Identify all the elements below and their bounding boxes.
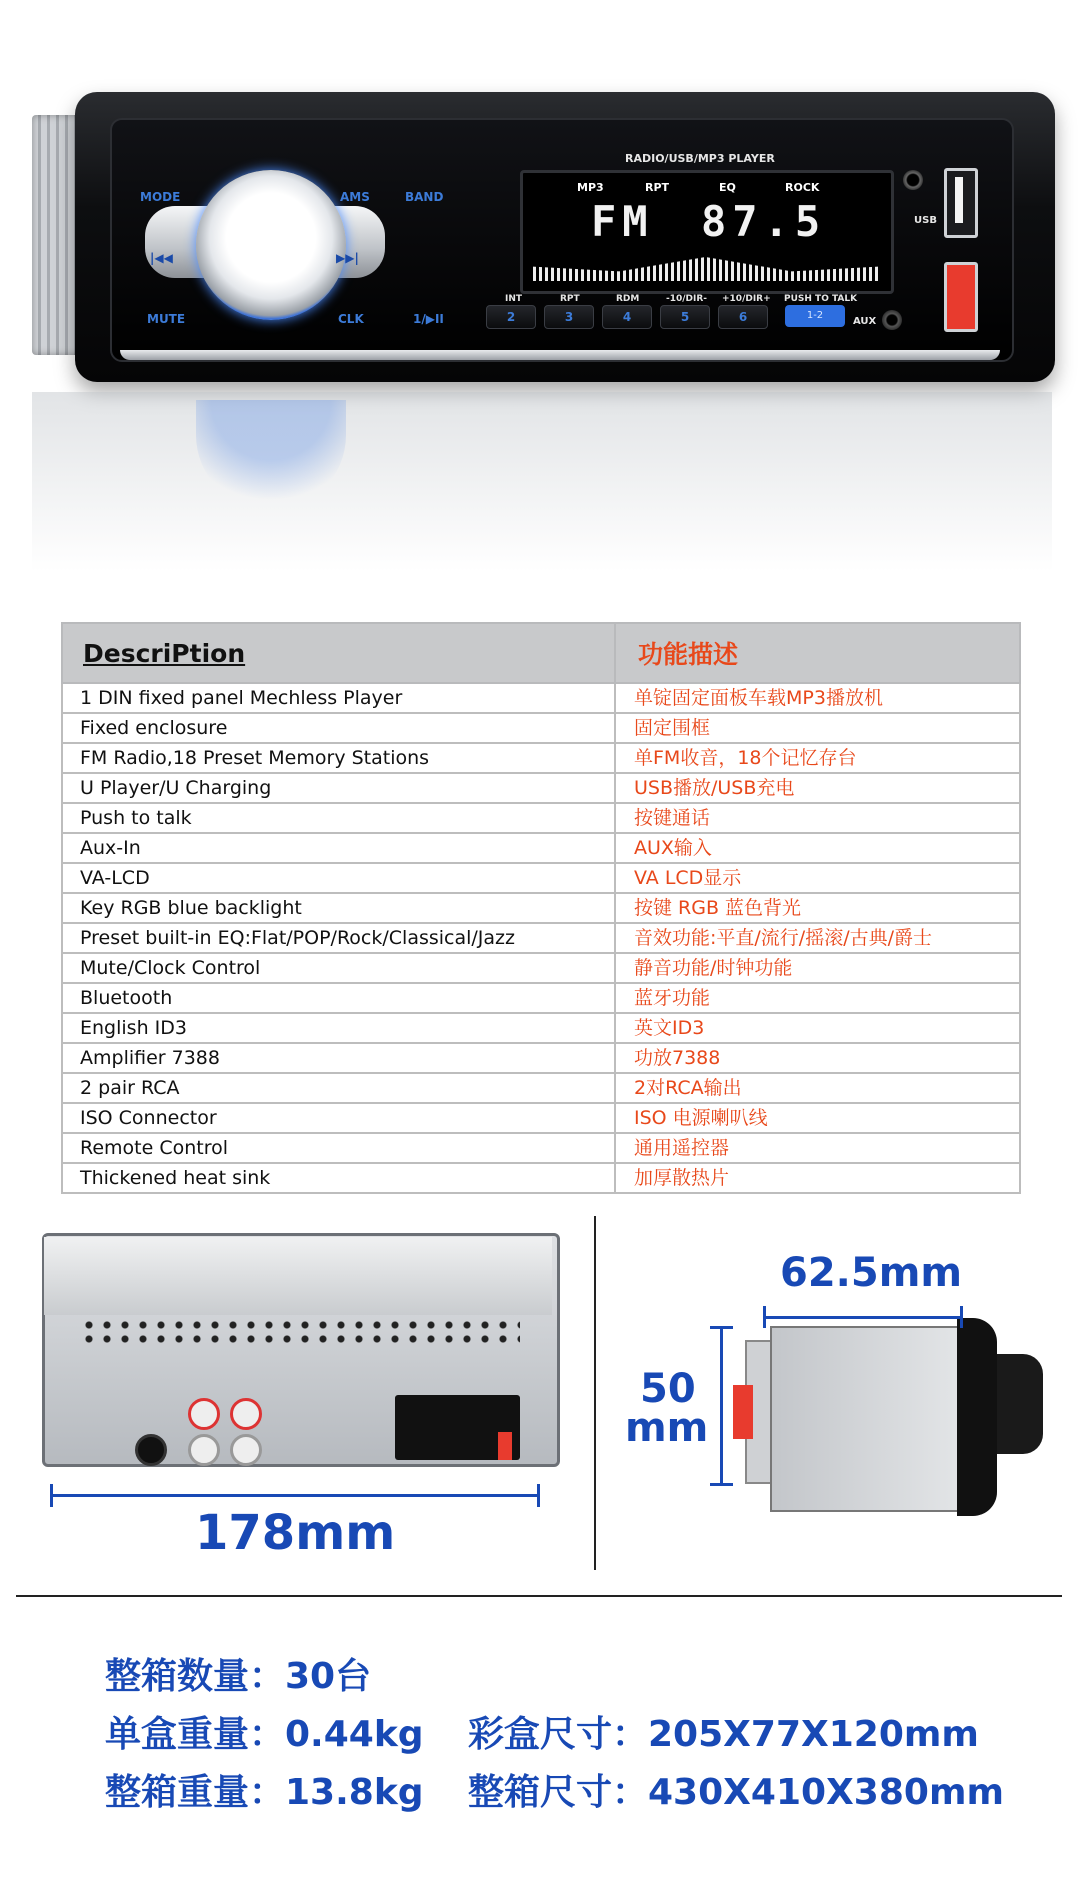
aux-label: AUX [853, 316, 877, 327]
preset-button-5: 5 [660, 305, 710, 329]
side-view-knob [997, 1354, 1043, 1454]
next-label: ▶▶| [336, 251, 359, 265]
push-to-talk-button: 1-2 [785, 305, 845, 327]
volume-knob [196, 170, 346, 320]
panel-title: RADIO/USB/MP3 PLAYER [625, 152, 775, 165]
rca-jack-white-2 [230, 1434, 262, 1466]
length-dimension-line [50, 1494, 540, 1497]
table-row [62, 1043, 1020, 1073]
box-weight: 单盒重量：0.44kg [105, 1714, 424, 1755]
preset-label-dir-minus: -10/DIR- [666, 294, 708, 304]
rca-jack-white-1 [188, 1434, 220, 1466]
length-label: 178mm [195, 1505, 396, 1561]
spec-cn: 单锭固定面板车载MP3播放机 [615, 683, 1020, 713]
spec-cn: 固定围框 [615, 713, 1020, 743]
play-label: 1/▶II [413, 312, 444, 326]
height-value-label: 50 [640, 1366, 696, 1412]
preset-button-2: 2 [486, 305, 536, 329]
table-row [62, 683, 1020, 713]
spec-cn: 英文ID3 [615, 1013, 1020, 1043]
spec-en: 1 DIN fixed panel Mechless Player [62, 683, 615, 713]
usb-label: USB [914, 215, 937, 226]
spec-en: FM Radio,18 Preset Memory Stations [62, 743, 615, 773]
spec-cn: 按键通话 [615, 803, 1020, 833]
side-view-charge-port [733, 1385, 753, 1439]
preset-label-dir-plus: +10/DIR+ [722, 294, 771, 304]
preset-label-rpt: RPT [560, 294, 580, 304]
spec-table [61, 622, 1021, 1194]
height-unit-label: mm [625, 1405, 709, 1451]
lcd-eq-label: EQ [719, 181, 736, 194]
aux-jack [882, 310, 902, 330]
table-row [62, 803, 1020, 833]
header-function: 功能描述 [615, 623, 1020, 683]
table-row [62, 923, 1020, 953]
lcd-rock-label: ROCK [785, 181, 820, 194]
spec-en: 2 pair RCA [62, 1073, 615, 1103]
spec-cn: 音效功能:平直/流行/摇滚/古典/爵士 [615, 923, 1020, 953]
spec-en: Amplifier 7388 [62, 1043, 615, 1073]
preset-label-ptt: PUSH TO TALK [784, 294, 858, 304]
table-row [62, 1133, 1020, 1163]
spec-cn: ISO 电源喇叭线 [615, 1103, 1020, 1133]
usb-port [944, 168, 978, 238]
lcd-eq-graphic [533, 257, 878, 281]
table-row [62, 1163, 1020, 1193]
mic-hole [903, 170, 923, 190]
vertical-divider [594, 1216, 596, 1570]
side-view-faceplate [957, 1318, 997, 1516]
mode-label: MODE [140, 190, 181, 204]
spec-cn: VA LCD显示 [615, 863, 1020, 893]
table-row [62, 893, 1020, 923]
header-description: DescriPtion [62, 623, 615, 683]
lcd-band: FM [591, 197, 654, 246]
preset-button-3: 3 [544, 305, 594, 329]
spec-en: Remote Control [62, 1133, 615, 1163]
table-row [62, 713, 1020, 743]
fuse [498, 1432, 512, 1460]
table-row [62, 833, 1020, 863]
spec-en: Aux-In [62, 833, 615, 863]
spec-en: Thickened heat sink [62, 1163, 615, 1193]
spec-en: Bluetooth [62, 983, 615, 1013]
spec-en: English ID3 [62, 1013, 615, 1043]
clk-label: CLK [338, 312, 364, 326]
spec-cn: AUX输入 [615, 833, 1020, 863]
preset-label-int: INT [505, 294, 523, 304]
ventilation-holes [80, 1318, 520, 1346]
lcd-mp3-label: MP3 [577, 181, 604, 194]
faceplate-trim [120, 350, 1000, 360]
spec-cn: USB播放/USB充电 [615, 773, 1020, 803]
spec-en: U Player/U Charging [62, 773, 615, 803]
spec-en: VA-LCD [62, 863, 615, 893]
spec-en: ISO Connector [62, 1103, 615, 1133]
spec-cn: 功放7388 [615, 1043, 1020, 1073]
width-label: 62.5mm [780, 1250, 963, 1296]
lcd-rpt-label: RPT [645, 181, 670, 194]
table-row [62, 863, 1020, 893]
band-label: BAND [405, 190, 444, 204]
spec-cn: 蓝牙功能 [615, 983, 1020, 1013]
box-size: 彩盒尺寸：205X77X120mm [468, 1714, 979, 1755]
spec-en: Key RGB blue backlight [62, 893, 615, 923]
table-row [62, 743, 1020, 773]
spec-table-header [62, 623, 1020, 683]
table-row [62, 953, 1020, 983]
ams-label: AMS [340, 190, 370, 204]
rca-jack-red-1 [188, 1398, 220, 1430]
spec-cn: 加厚散热片 [615, 1163, 1020, 1193]
spec-en: Preset built-in EQ:Flat/POP/Rock/Classical/Jazz [62, 923, 615, 953]
spec-cn: 2对RCA输出 [615, 1073, 1020, 1103]
table-row [62, 983, 1020, 1013]
table-row [62, 1103, 1020, 1133]
product-hero [0, 0, 1080, 590]
spec-cn: 静音功能/时钟功能 [615, 953, 1020, 983]
spec-cn: 通用遥控器 [615, 1133, 1020, 1163]
charging-port [944, 262, 978, 332]
width-dimension-line [763, 1316, 963, 1319]
lcd-frequency: 87.5 [701, 197, 827, 246]
table-row [62, 773, 1020, 803]
side-view-unit [770, 1326, 970, 1512]
lcd-display [520, 170, 894, 294]
spec-cn: 按键 RGB 蓝色背光 [615, 893, 1020, 923]
carton-size: 整箱尺寸：430X410X380mm [468, 1772, 1004, 1813]
rear-view-top-cover [44, 1237, 552, 1315]
carton-quantity: 整箱数量：30台 [105, 1656, 372, 1697]
spec-en: Fixed enclosure [62, 713, 615, 743]
prev-label: |◀◀ [150, 251, 173, 265]
height-dimension-line [720, 1326, 723, 1486]
spec-cn: 单FM收音，18个记忆存台 [615, 743, 1020, 773]
carton-weight: 整箱重量：13.8kg [105, 1772, 424, 1813]
horizontal-divider [16, 1595, 1062, 1597]
rca-jack-red-2 [230, 1398, 262, 1430]
mute-label: MUTE [147, 312, 186, 326]
preset-button-6: 6 [718, 305, 768, 329]
antenna-jack [135, 1434, 167, 1466]
table-row [62, 1013, 1020, 1043]
radio-reflection [32, 392, 1052, 590]
preset-button-4: 4 [602, 305, 652, 329]
preset-label-rdm: RDM [616, 294, 640, 304]
spec-en: Push to talk [62, 803, 615, 833]
spec-table-body [62, 683, 1020, 1193]
spec-en: Mute/Clock Control [62, 953, 615, 983]
table-row [62, 1073, 1020, 1103]
